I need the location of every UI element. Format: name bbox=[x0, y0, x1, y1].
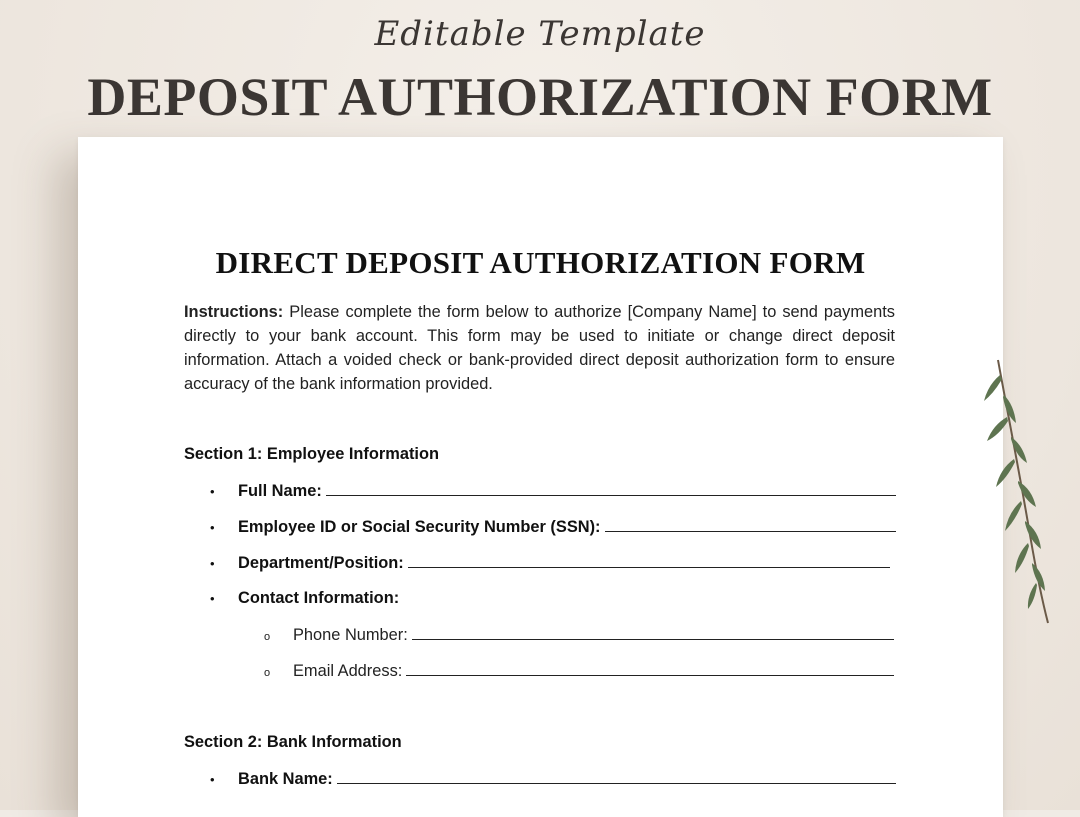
contact-info-field bbox=[210, 589, 896, 613]
employee-id-label: Employee ID or Social Security Number (SSN): bbox=[238, 518, 601, 536]
sub-bullet-icon: o bbox=[264, 667, 271, 679]
bank-name-input-line[interactable] bbox=[337, 769, 896, 784]
employee-id-input-line[interactable] bbox=[605, 517, 896, 532]
bullet-icon: • bbox=[210, 591, 215, 606]
bank-name-label: Bank Name: bbox=[238, 770, 333, 788]
script-title: Editable Template bbox=[374, 14, 706, 54]
department-input-line[interactable] bbox=[408, 553, 890, 568]
contact-info-label: Contact Information: bbox=[238, 589, 400, 607]
full-name-label: Full Name: bbox=[238, 482, 322, 500]
bullet-icon: • bbox=[210, 772, 215, 787]
bullet-icon: • bbox=[210, 556, 215, 571]
instructions-paragraph bbox=[184, 300, 895, 396]
document-page bbox=[78, 137, 1003, 817]
department-field[interactable] bbox=[210, 553, 890, 577]
bullet-icon: • bbox=[210, 520, 215, 535]
email-address-label: Email Address: bbox=[293, 662, 403, 680]
bullet-icon: • bbox=[210, 484, 215, 499]
full-name-input-line[interactable] bbox=[326, 481, 896, 496]
instructions-text: Please complete the form below to authorize [Company Name] to send payments directly to your bank account. This form may be used to initiate or change direct deposit information. Attach a voided check or bank-provided direct deposit authorization form to ensure accuracy of the bank information provided. bbox=[184, 303, 895, 393]
email-address-field[interactable] bbox=[264, 661, 894, 685]
section-1-heading: Section 1: Employee Information bbox=[184, 445, 440, 463]
email-address-input-line[interactable] bbox=[406, 661, 894, 676]
sub-bullet-icon: o bbox=[264, 631, 271, 643]
bank-name-field[interactable] bbox=[210, 769, 896, 793]
main-title: DEPOSIT AUTHORIZATION FORM bbox=[87, 67, 993, 127]
department-label: Department/Position: bbox=[238, 554, 404, 572]
section-2-heading: Section 2: Bank Information bbox=[184, 733, 402, 751]
rosemary-sprig-icon bbox=[980, 355, 1060, 630]
employee-id-field[interactable] bbox=[210, 517, 896, 541]
phone-number-label: Phone Number: bbox=[293, 626, 408, 644]
phone-number-input-line[interactable] bbox=[412, 625, 894, 640]
phone-number-field[interactable] bbox=[264, 625, 894, 649]
instructions-label: Instructions: bbox=[184, 303, 284, 321]
full-name-field[interactable] bbox=[210, 481, 896, 505]
document-title: DIRECT DEPOSIT AUTHORIZATION FORM bbox=[215, 245, 866, 280]
